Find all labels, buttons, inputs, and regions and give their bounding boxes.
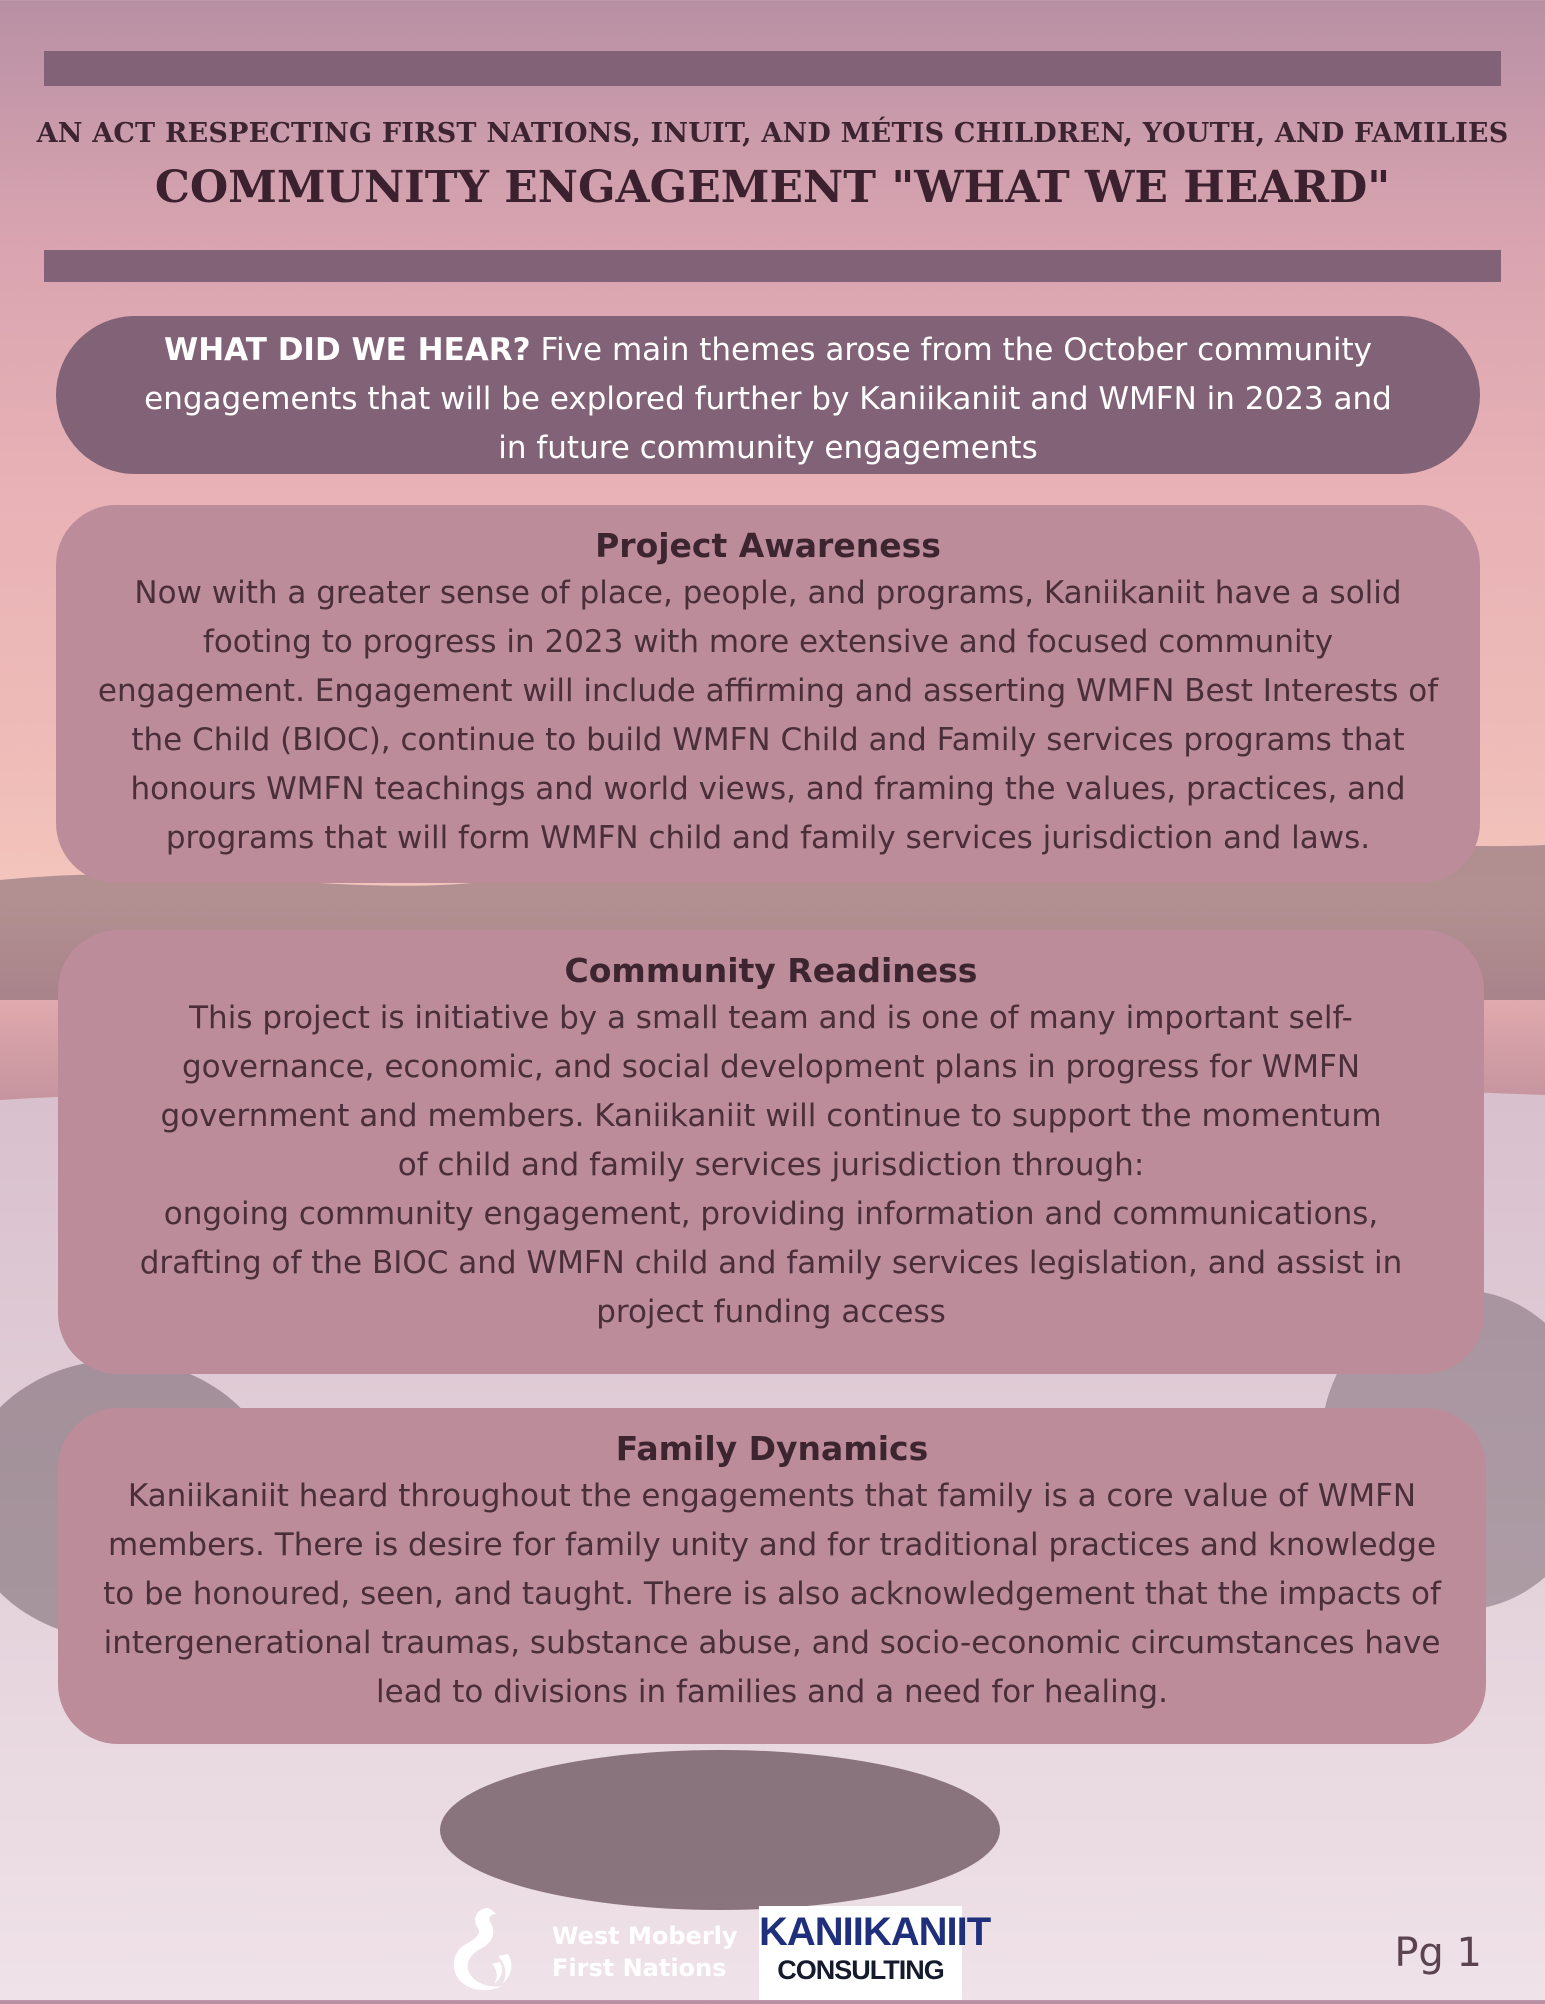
kaniikaniit-logo bbox=[759, 1906, 991, 2000]
swan-icon bbox=[446, 1904, 518, 1996]
page-number: Pg 1 bbox=[1394, 1930, 1482, 1976]
header-band-top bbox=[44, 51, 1501, 86]
section-body: This project is initiative by a small team and is one of many important self-governance, economic, and social development plans in progress for WMFN government and members. Kaniikaniit will continue to support the momentum of child and family services jurisdiction through: bbox=[160, 1000, 1382, 1183]
document-title: COMMUNITY ENGAGEMENT "WHAT WE HEARD" bbox=[154, 162, 1391, 213]
section-card-project-awareness bbox=[56, 505, 1480, 883]
section-body: Kaniikaniit heard throughout the engagements that family is a core value of WMFN members. There is desire for family unity and for traditional practices and knowledge to be honoured, seen, and taught. There is also acknowledgement that the impacts of intergenerational traumas, substance abuse, and socio-economic circumstances have lead to divisions in families and a need for healing. bbox=[103, 1478, 1441, 1710]
logo-line: First Nations bbox=[552, 1954, 727, 1982]
section-body-continued: ongoing community engagement, providing information and communications, drafting of the BIOC and WMFN child and family services legislation, and assist in project funding access bbox=[139, 1196, 1403, 1330]
section-heading: Project Awareness bbox=[595, 526, 941, 565]
header-band-bottom bbox=[44, 250, 1501, 282]
section-body: Now with a greater sense of place, people, and programs, Kaniikaniit have a solid footing to progress in 2023 with more extensive and focused community engagement. Engagement will include affirming and asserting WMFN Best Interests of the Child (BIOC), continue to build WMFN Child and Family services programs that honours WMFN teachings and world views, and framing the values, practices, and programs that will form WMFN child and family services jurisdiction and laws. bbox=[97, 575, 1439, 856]
footer bbox=[0, 1900, 1545, 2000]
logo-line: CONSULTING bbox=[777, 1955, 944, 1985]
logo-line: West Moberly bbox=[552, 1922, 738, 1950]
intro-banner bbox=[56, 316, 1480, 474]
west-moberly-logo-text bbox=[552, 1920, 738, 1984]
section-heading: Community Readiness bbox=[564, 951, 978, 990]
section-heading: Family Dynamics bbox=[615, 1429, 929, 1468]
document-subtitle: AN ACT RESPECTING FIRST NATIONS, INUIT, AND MÉTIS CHILDREN, YOUTH, AND FAMILIES bbox=[36, 118, 1509, 149]
section-card-community-readiness bbox=[58, 930, 1484, 1374]
intro-text: Five main themes arose from the October community engagements that will be explored further by Kaniikaniit and WMFN in 2023 and in future community engagements bbox=[144, 332, 1392, 466]
logo-line: KANIIKANIIT bbox=[759, 1910, 991, 1954]
intro-lead: WHAT DID WE HEAR? bbox=[164, 332, 531, 368]
section-card-family-dynamics bbox=[58, 1408, 1486, 1744]
